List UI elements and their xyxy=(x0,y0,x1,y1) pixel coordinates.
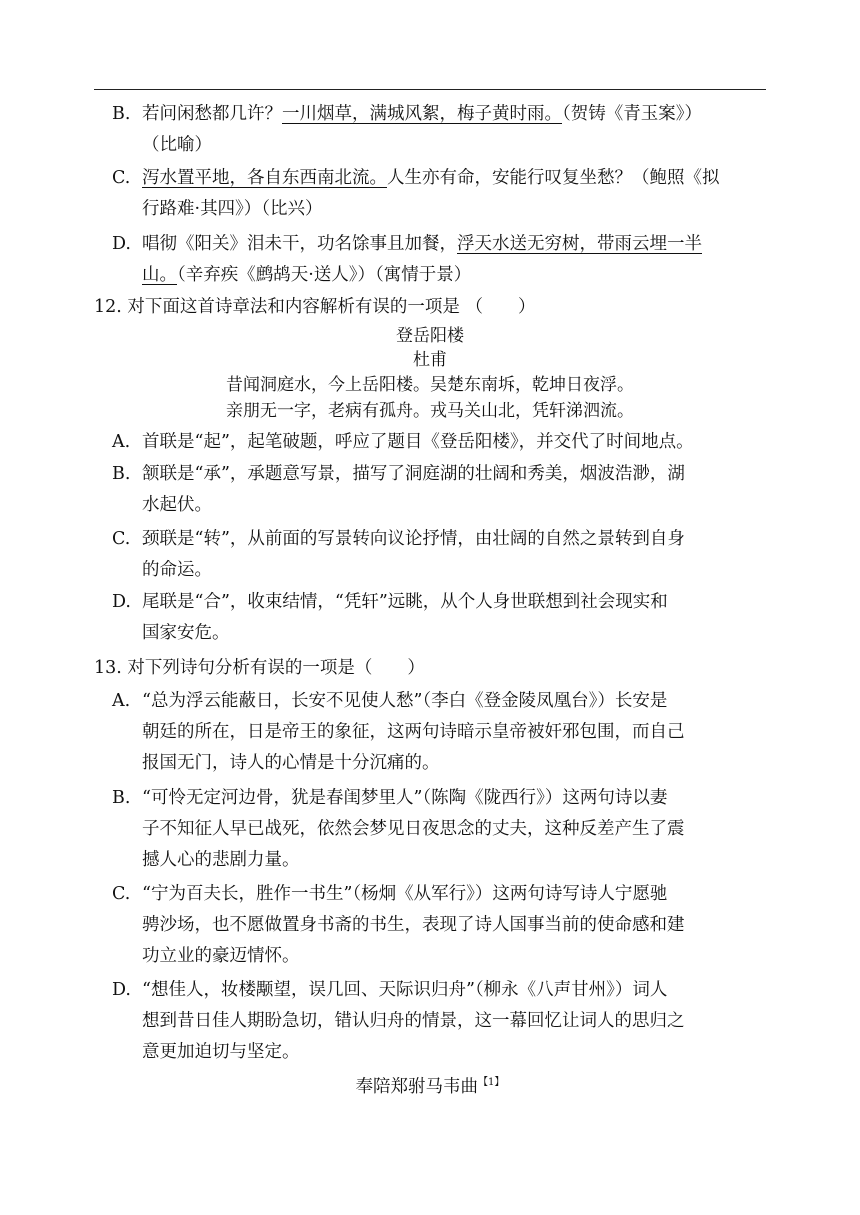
option-c-prev xyxy=(112,163,772,225)
poem-title: 登岳阳楼 xyxy=(396,326,464,346)
q12-option-b xyxy=(112,459,772,521)
option-label: B. xyxy=(112,788,131,808)
option-label: C. xyxy=(112,884,131,904)
poem-line: 昔闻洞庭水，今上岳阳楼。吴楚东南坼，乾坤日夜浮。 xyxy=(226,375,634,395)
option-text-cont: 朝廷的所在，日是帝王的象征，这两句诗暗示皇帝被奸邪包围，而自己 xyxy=(142,722,685,742)
q12-option-a xyxy=(112,427,772,458)
header-rule xyxy=(94,89,766,90)
option-text: “想佳人，妆楼颙望，误几回、天际识归舟”（柳永《八声甘州》）词人 xyxy=(142,980,668,1000)
option-label: D. xyxy=(112,980,131,1000)
next-poem-title xyxy=(94,1071,766,1099)
option-label: B. xyxy=(112,104,131,124)
option-text-cont: （比喻） xyxy=(142,135,212,155)
poem-author: 杜甫 xyxy=(413,350,447,370)
question-12-stem: 12. 对下面这首诗章法和内容解析有误的一项是 （ ） xyxy=(94,297,536,317)
option-text-cont: 报国无门，诗人的心情是十分沉痛的。 xyxy=(142,753,440,773)
option-source: （辛弃疾《鹧鸪天·送人》）（寓情于景） xyxy=(177,265,472,285)
footnote-marker: 【1】 xyxy=(478,1077,505,1088)
option-text-cont: 功立业的豪迈情怀。 xyxy=(142,946,300,966)
option-text-cont: 意更加迫切与坚定。 xyxy=(142,1042,300,1062)
option-source: （贺铸《青玉案》） xyxy=(562,104,702,124)
q13-option-b xyxy=(112,783,772,876)
q12-option-d xyxy=(112,587,772,649)
option-text-cont: 撼人心的悲剧力量。 xyxy=(142,850,300,870)
option-text: “总为浮云能蔽日，长安不见使人愁”（李白《登金陵凤凰台》）长安是 xyxy=(142,691,668,711)
q13-option-a xyxy=(112,686,772,779)
option-text: 颔联是“承”，承题意写景，描写了洞庭湖的壮阔和秀美，烟波浩渺，湖 xyxy=(142,464,685,484)
q12-option-c xyxy=(112,524,772,586)
option-label: D. xyxy=(112,234,131,254)
option-text-cont: 水起伏。 xyxy=(142,495,212,515)
underlined-text: 山。 xyxy=(142,265,177,285)
option-text-cont: 想到昔日佳人期盼急切，错认归舟的情景，这一幕回忆让词人的思归之 xyxy=(142,1011,685,1031)
next-poem-title-text: 奉陪郑驸马韦曲 xyxy=(355,1076,479,1097)
option-label: A. xyxy=(112,691,131,711)
option-text: 首联是“起”，起笔破题，呼应了题目《登岳阳楼》，并交代了时间地点。 xyxy=(142,432,694,452)
option-text-cont: 子不知征人早已战死，依然会梦见日夜思念的丈夫，这种反差产生了震 xyxy=(142,819,685,839)
option-label: A. xyxy=(112,432,131,452)
question-13-stem: 13. 对下列诗句分析有误的一项是（ ） xyxy=(94,658,425,678)
underlined-text: 浮天水送无穷树，带雨云埋一半 xyxy=(457,234,702,254)
option-text: 颈联是“转”，从前面的写景转向议论抒情，由壮阔的自然之景转到自身 xyxy=(142,529,685,549)
option-d-prev xyxy=(112,229,772,291)
option-text: “可怜无定河边骨，犹是春闺梦里人”（陈陶《陇西行》）这两句诗以妻 xyxy=(142,788,668,808)
option-label: C. xyxy=(112,529,131,549)
option-text: 若问闲愁都几许？ xyxy=(142,104,282,124)
option-text: 尾联是“合”，收束结情，“凭轩”远眺，从个人身世联想到社会现实和 xyxy=(142,592,668,612)
underlined-text: 泻水置平地，各自东西南北流。 xyxy=(142,168,387,188)
option-text-cont: 行路难·其四》）（比兴） xyxy=(142,199,323,219)
option-text-cont: 国家安危。 xyxy=(142,623,230,643)
option-b-prev xyxy=(112,99,772,161)
option-text-cont: 骋沙场，也不愿做置身书斋的书生，表现了诗人国事当前的使命感和建 xyxy=(142,915,685,935)
option-label: B. xyxy=(112,464,131,484)
q13-option-c xyxy=(112,879,772,972)
option-text: “宁为百夫长，胜作一书生”（杨炯《从军行》）这两句诗写诗人宁愿驰 xyxy=(142,884,668,904)
option-text: 唱彻《阳关》泪未干，功名馀事且加餐， xyxy=(142,234,457,254)
option-label: C. xyxy=(112,168,131,188)
option-label: D. xyxy=(112,592,131,612)
option-text-cont: 的命运。 xyxy=(142,560,212,580)
q13-option-d xyxy=(112,975,772,1068)
underlined-text: 一川烟草，满城风絮，梅子黄时雨。 xyxy=(282,104,562,124)
option-text: 人生亦有命，安能行叹复坐愁？（鲍照《拟 xyxy=(387,168,720,188)
poem-line: 亲朋无一字，老病有孤舟。戎马关山北，凭轩涕泗流。 xyxy=(226,401,634,421)
